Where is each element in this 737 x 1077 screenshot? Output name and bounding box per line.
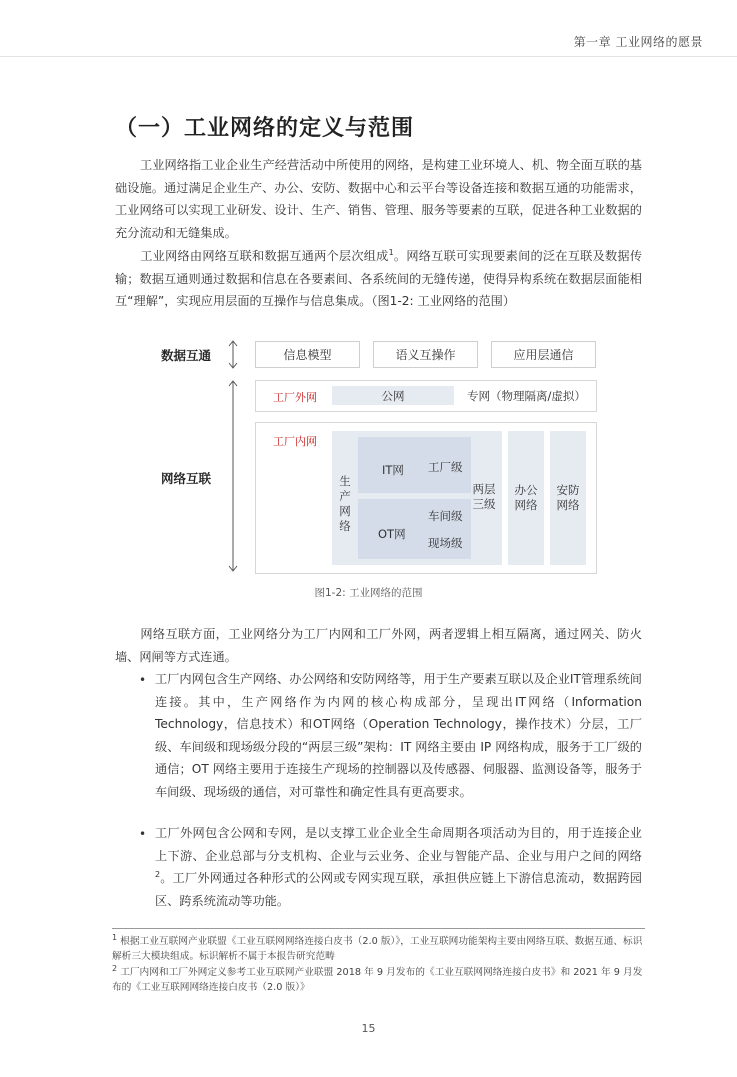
bullet-2-text-b: 。工厂外网通过各种形式的公网或专网实现互联，承担供应链上下游信息流动，数据跨园区、跨系统流动等功能。 — [155, 871, 642, 908]
bullet-marker-2: • — [139, 827, 147, 841]
semantic-interop-box: 语义互操作 — [373, 341, 478, 368]
paragraph-3-text: 网络互联方面，工业网络分为工厂内网和工厂外网，两者逻辑上相互隔离，通过网关、防火墙、网闸等方式连通。 — [115, 627, 642, 664]
footnote-1-text: 根据工业互联网产业联盟《工业互联网网络连接白皮书（2.0 版）》，工业互联网功能架构主要由网络互联、数据互通、标识解析三大模块组成。标识解析不属于本报告研究范畴 — [112, 936, 643, 962]
section-title: （一）工业网络的定义与范围 — [115, 116, 415, 141]
production-network-label: 生产网络 — [339, 474, 351, 533]
public-network-box: 公网 — [332, 386, 454, 405]
ot-network-label: OT网 — [378, 527, 406, 541]
footnote-2 — [112, 965, 645, 995]
data-interop-label: 数据互通 — [161, 348, 212, 363]
footnote-2-mark: 2 — [112, 963, 118, 973]
app-layer-comm-box: 应用层通信 — [491, 341, 596, 368]
private-network-box: 专网（物理隔离/虚拟） — [467, 389, 586, 403]
field-level-label: 现场级 — [428, 536, 463, 550]
inner-network-label: 工厂内网 — [273, 435, 317, 448]
page-number: 15 — [361, 1022, 376, 1035]
two-layer-three-level-label: 两层三级 — [472, 482, 496, 511]
paragraph-1-text: 工业网络指工业企业生产经营活动中所使用的网络，是构建工业环境人、机、物全面互联的基础设施。通过满足企业生产、办公、安防、数据中心和云平台等设备连接和数据互通的功能需求，工业网络可以实现工业研发、设计、生产、销售、管理、服务等要素的互联，促进各种工业数据的充分流动和无缝集成。 — [115, 158, 642, 240]
footnote-ref-2[interactable]: 2 — [155, 869, 161, 879]
bullet-2-text-a: 工厂外网包含公网和专网，是以支撑工业企业全生命周期各项活动为目的，用于连接企业上下游、企业总部与分支机构、企业与云业务、企业与智能产品、企业与用户之间的网络 — [155, 826, 642, 863]
info-model-box: 信息模型 — [255, 341, 360, 368]
outer-network-label: 工厂外网 — [273, 391, 317, 404]
chapter-title: 第一章 工业网络的愿景 — [573, 35, 703, 49]
paragraph-3 — [115, 623, 642, 668]
bullet-1-text: 工厂内网包含生产网络、办公网络和安防网络等，用于生产要素互联以及企业IT管理系统间连接。其中，生产网络作为内网的核心构成部分，呈现出IT网络（Information Technology，信息技术）和OT网络（Operation Technology，操作技术）分层，工厂级、车间级和现场级分段的“两层三级”架构：IT 网络主要由 IP 网络构成，服务于工厂级的通信；OT 网络主要用于连接生产现场的控制器以及传感器、伺服器、监测设备等，服务于车间级、现场级的通信，对可靠性和确定性具有更高要求。 — [155, 672, 642, 799]
footnote-divider — [112, 928, 645, 929]
office-network-box: 办公网络 — [508, 431, 544, 565]
bullet-item-2 — [155, 822, 642, 912]
network-interconnect-label: 网络互联 — [161, 471, 212, 486]
bullet-item-1 — [155, 668, 642, 803]
footnote-1 — [112, 934, 645, 964]
paragraph-2-text-a: 工业网络由网络互联和数据互通两个层次组成 — [140, 249, 389, 263]
it-network-label: IT网 — [382, 463, 404, 477]
security-network-box: 安防网络 — [550, 431, 586, 565]
factory-level-label: 工厂级 — [428, 460, 463, 474]
footnote-1-mark: 1 — [112, 932, 118, 942]
bullet-marker-1: • — [139, 673, 147, 687]
paragraph-2-text-b: 。网络互联可实现要素间的泛在互联及数据传输；数据互通则通过数据和信息在各要素间、各系统间的无缝传递，使得异构系统在数据层面能相互“理解”，实现应用层面的互操作与信息集成。（图1-2: 工业网络的范围） — [115, 249, 643, 308]
figure-caption: 图1-2: 工业网络的范围 — [314, 587, 423, 599]
footnote-ref-1[interactable]: 1 — [388, 247, 394, 257]
footnote-2-text: 工厂内网和工厂外网定义参考工业互联网产业联盟 2018 年 9 月发布的《工业互联网网络连接白皮书》和 2021 年 9 月发布的《工业互联网网络连接白皮书（2.0 版）》 — [112, 967, 643, 993]
workshop-level-label: 车间级 — [428, 509, 463, 523]
